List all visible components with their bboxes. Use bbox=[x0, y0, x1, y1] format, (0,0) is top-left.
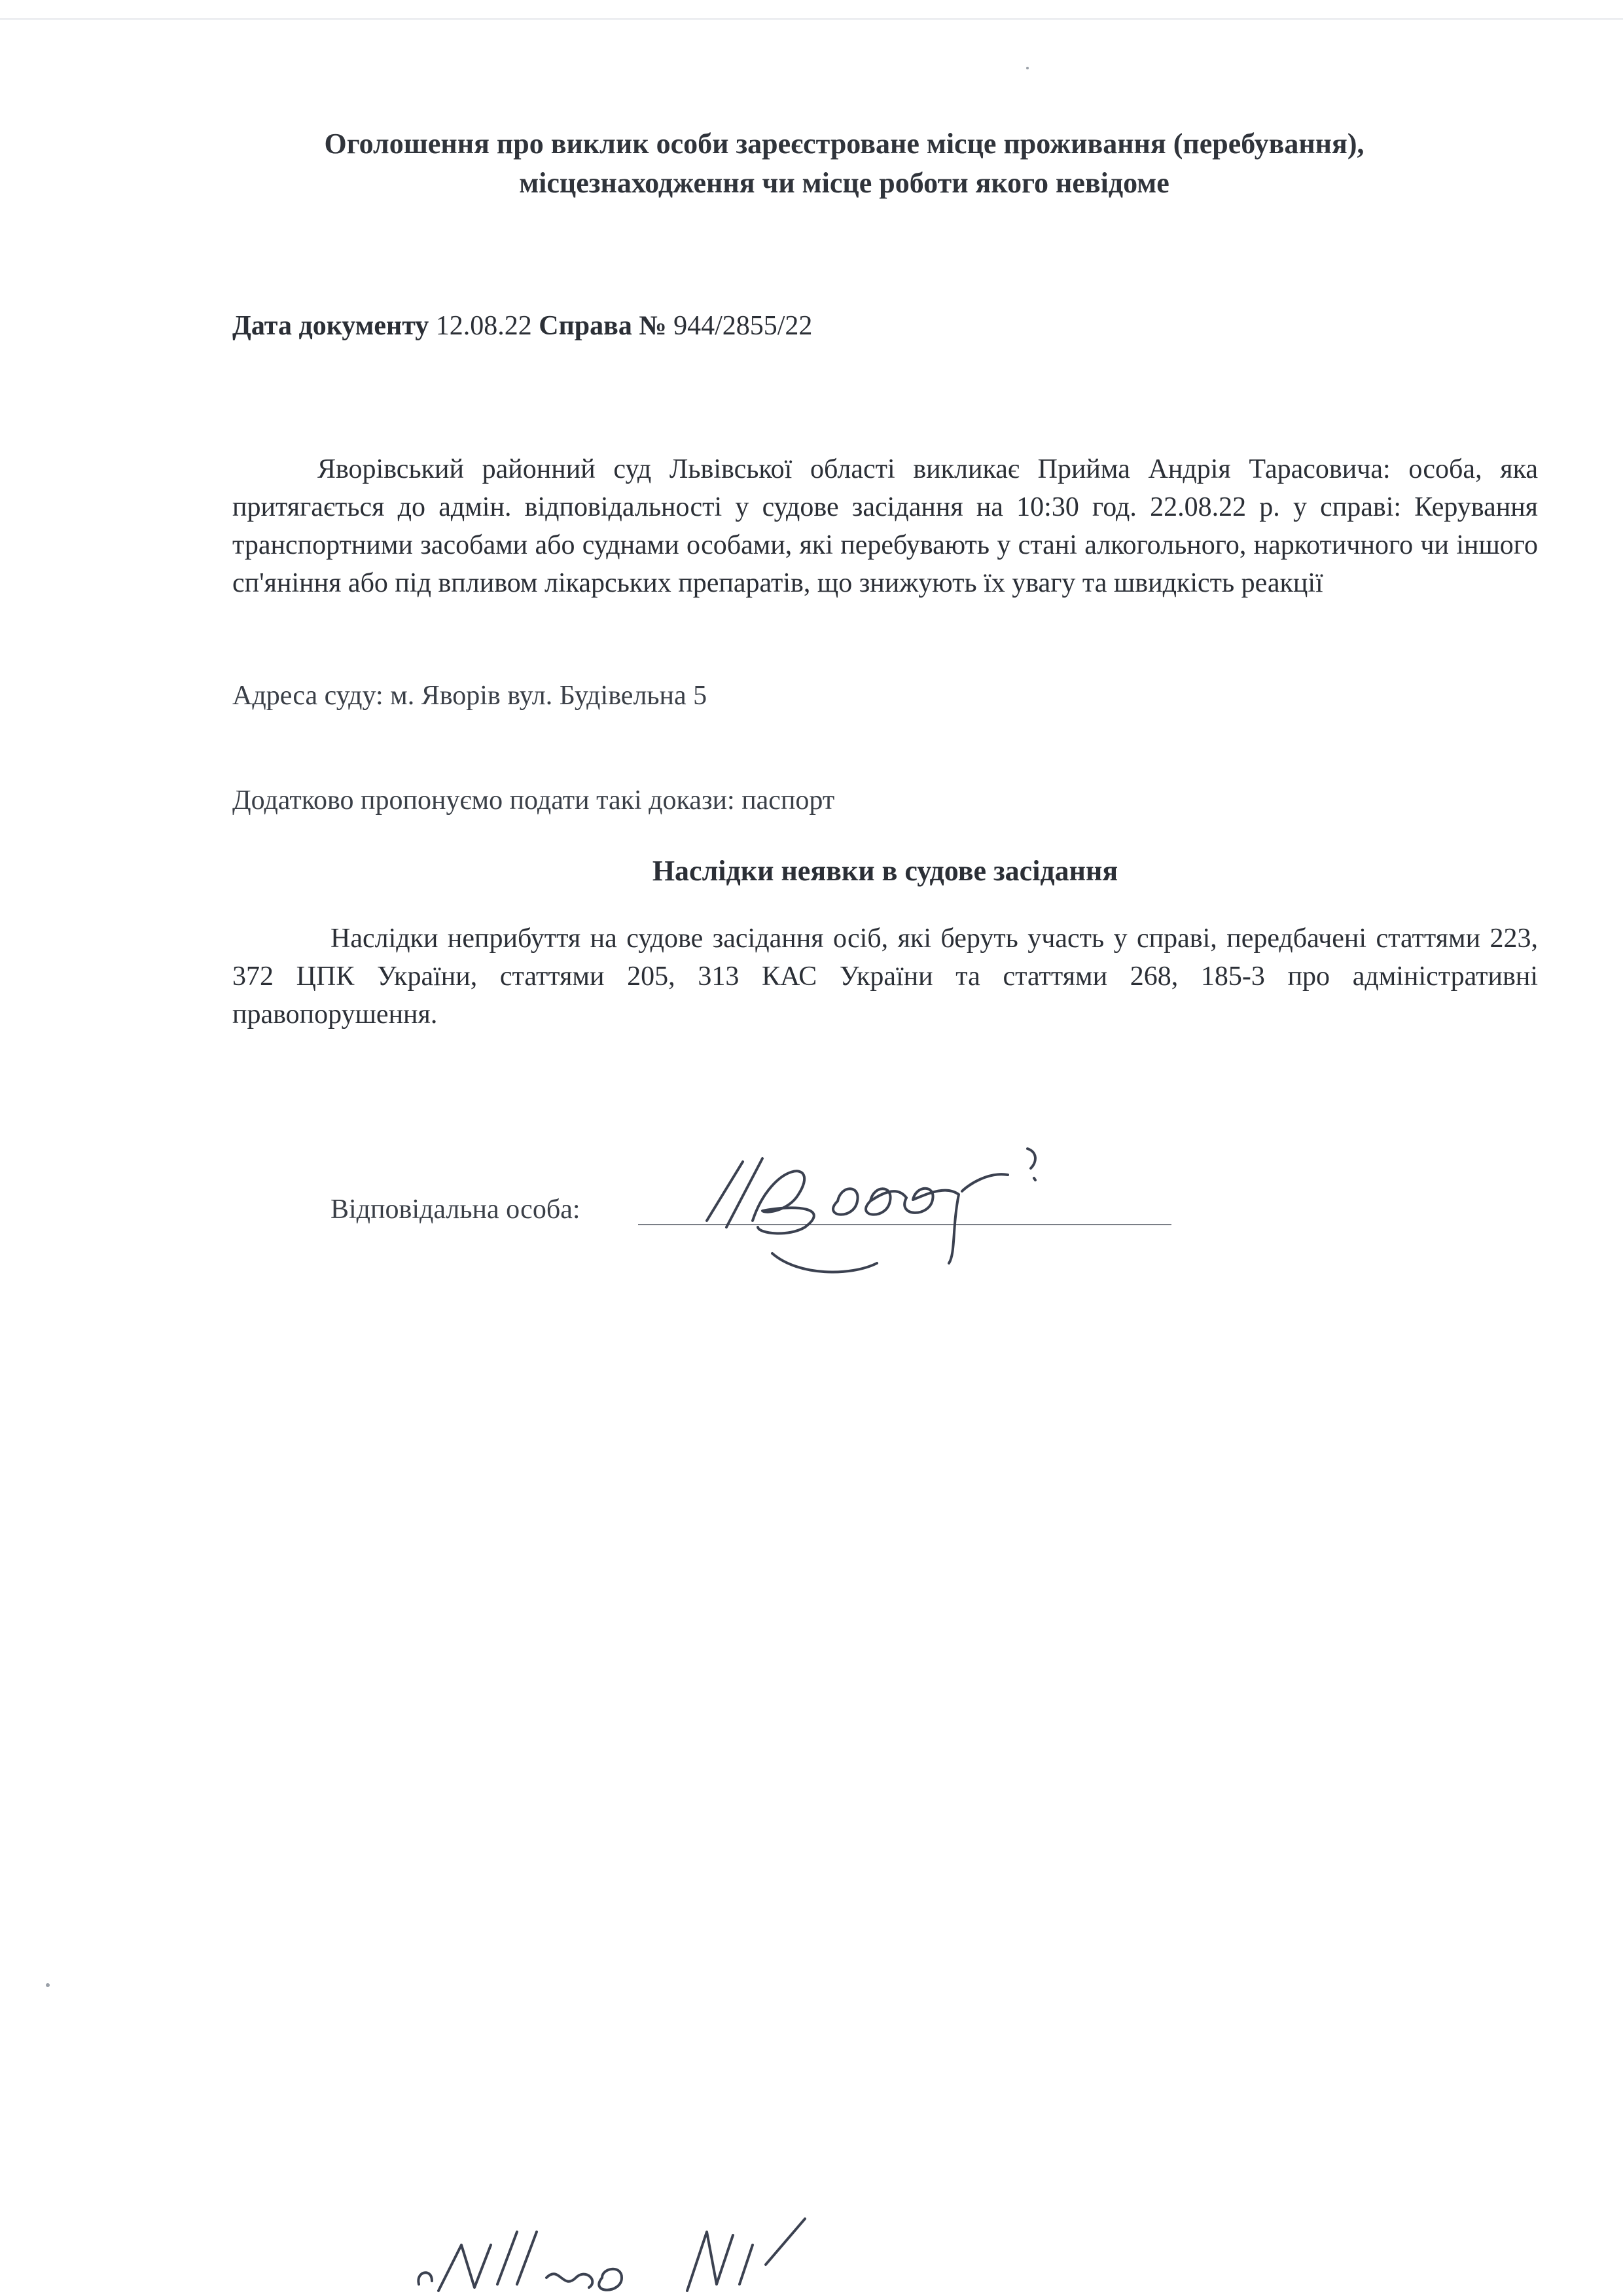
case-value: 944/2855/22 bbox=[673, 311, 813, 341]
scan-speck bbox=[1026, 67, 1029, 69]
consequences-heading: Наслідки неявки в судове засідання bbox=[652, 855, 1118, 887]
title-line-1: Оголошення про виклик особи зареєстроване місце проживання (перебування), bbox=[324, 128, 1364, 160]
document-title bbox=[196, 124, 1492, 203]
consequences-paragraph: Наслідки неприбуття на судове засідання осіб, які беруть участь у справі, передбачені статтями 223, 372 ЦПК України, статтями 205, 313 КАС України та статтями 268, 185-3 про адміністративні правопорушення. bbox=[232, 924, 1538, 1030]
bottom-handwritten-note bbox=[412, 2206, 831, 2296]
date-value: 12.08.22 bbox=[435, 311, 532, 341]
summons-paragraph: Яворівський районний суд Львівської області викликає Прийма Андрія Тарасовича: особа, яка притягається до адмін. відповідальності у судове засідання на 10:30 год. 22.08.22 р. у справі: Керування транспортними засобами або суднами особами, які перебувають у стані алкогольного, наркотичного чи іншого сп'яніння або під впливом лікарських препаратів, що знижують їх увагу та швидкість реакції bbox=[232, 454, 1538, 598]
document-meta bbox=[232, 308, 812, 344]
scan-edge-line bbox=[0, 18, 1623, 20]
additional-evidence: Додатково пропонуємо подати такі докази: паспорт bbox=[232, 785, 835, 816]
scan-speck bbox=[46, 1983, 50, 1987]
date-label: Дата документу bbox=[232, 311, 429, 341]
case-label: Справа № bbox=[539, 311, 667, 341]
responsible-person-label: Відповідальна особа: bbox=[330, 1194, 580, 1225]
handwritten-signature bbox=[681, 1122, 1086, 1280]
title-line-2: місцезнаходження чи місце роботи якого невідоме bbox=[519, 167, 1169, 199]
court-address: Адреса суду: м. Яворів вул. Будівельна 5 bbox=[232, 681, 707, 711]
